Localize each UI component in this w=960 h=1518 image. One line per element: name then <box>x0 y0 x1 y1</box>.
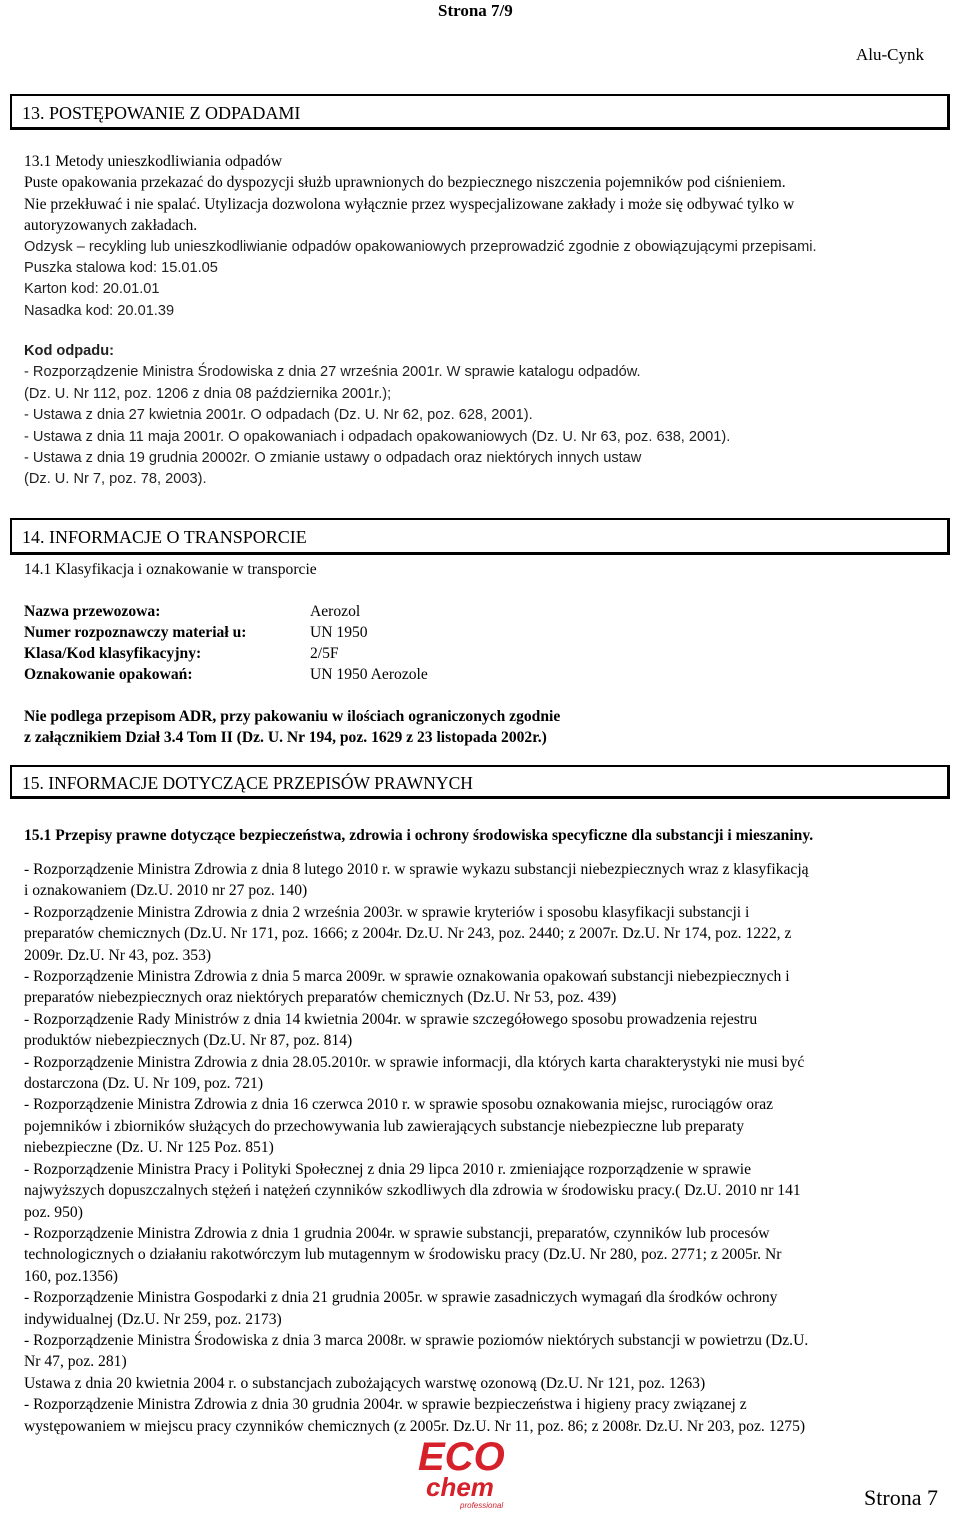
eco-chem-logo <box>414 1432 514 1512</box>
regulation-line: - Rozporządzenie Ministra Środowiska z dnia 3 marca 2008r. w sprawie poziomów niektórych substancji w powietrzu (Dz.U. <box>24 1331 809 1349</box>
section-15-heading <box>10 765 950 799</box>
eco-chem-logo-mark <box>414 1432 514 1512</box>
regulation-line: najwyższych dopuszczalnych stężeń i natężeń czynników szkodliwych dla zdrowia w środowisku pracy.( Dz.U. 2010 nr 141 <box>24 1182 801 1200</box>
transport-value: UN 1950 Aerozole <box>310 666 428 683</box>
page-number-header: Strona 7/9 <box>438 1 513 20</box>
regulation-line: pojemników i zbiorników służących do przechowywania lub zawierających substancje niebezpieczne lub preparaty <box>24 1117 745 1135</box>
regulation-line: preparatów niebezpiecznych oraz niektórych preparatów chemicznych (Dz.U. Nr 53, poz. 439) <box>24 989 617 1007</box>
section-14-subheading <box>24 559 944 580</box>
waste-code-block <box>24 341 944 491</box>
regulation-line: i oznakowaniem (Dz.U. 2010 nr 27 poz. 140) <box>24 882 308 900</box>
transport-row <box>24 643 724 664</box>
regulation-line: 160, poz.1356) <box>24 1267 118 1285</box>
body-line: autoryzowanych zakładach. <box>24 217 198 235</box>
section-13-subheading: 13.1 Metody unieszkodliwiania odpadów <box>24 153 283 170</box>
waste-line: - Rozporządzenie Ministra Środowiska z dnia 27 września 2001r. W sprawie katalogu odpadów. <box>24 364 641 381</box>
body-line: Puste opakowania przekazać do dyspozycji służb uprawnionych do bezpiecznego niszczenia pojemników pod ciśnieniem. <box>24 174 786 192</box>
page-number-footer: Strona 7 <box>864 1485 938 1510</box>
section-14-title: 14. INFORMACJE O TRANSPORCIE <box>22 527 307 547</box>
regulation-line: 2009r. Dz.U. Nr 43, poz. 353) <box>24 946 212 964</box>
regulation-line: indywidualnej (Dz.U. Nr 259, poz. 2173) <box>24 1310 282 1328</box>
regulation-line: - Rozporządzenie Ministra Gospodarki z dnia 21 grudnia 2005r. w sprawie zasadniczych wymagań dla środków ochrony <box>24 1289 778 1307</box>
transport-row <box>24 622 724 643</box>
transport-label: Klasa/Kod klasyfikacyjny: <box>24 645 202 662</box>
body-line: Nie przekłuwać i nie spalać. Utylizacja dozwolona wyłącznie przez wyspecjalizowane zakłady i może się odbywać tylko w <box>24 195 795 213</box>
waste-code-label: Kod odpadu: <box>24 343 114 359</box>
regulation-line: preparatów chemicznych (Dz.U. Nr 171, poz. 1666; z 2004r. Dz.U. Nr 243, poz. 2440; z 2007r. Dz.U. Nr 174, poz. 1222, z <box>24 925 792 943</box>
body-line: Odzysk – recykling lub unieszkodliwianie odpadów opakowaniowych przeprowadzić zgodnie z obowiązującymi przepisami. <box>24 238 817 255</box>
regulation-line: - Rozporządzenie Ministra Zdrowia z dnia 1 grudnia 2004r. w sprawie substancji, preparatów, czynników lub procesów <box>24 1224 770 1242</box>
transport-value: 2/5F <box>310 645 339 662</box>
body-line: Karton kod: 20.01.01 <box>24 281 160 298</box>
section-14-subtitle: 14.1 Klasyfikacja i oznakowanie w transporcie <box>24 561 317 578</box>
regulation-line: - Rozporządzenie Ministra Zdrowia z dnia 16 czerwca 2010 r. w sprawie sposobu oznakowania miejsc, rurociągów oraz <box>24 1096 774 1114</box>
waste-line: - Ustawa z dnia 11 maja 2001r. O opakowaniach i odpadach opakowaniowych (Dz. U. Nr 63, poz. 638, 2001). <box>24 428 731 445</box>
waste-line: (Dz. U. Nr 112, poz. 1206 z dnia 08 października 2001r.); <box>24 385 392 402</box>
body-line: Nasadka kod: 20.01.39 <box>24 302 175 319</box>
regulation-line: - Rozporządzenie Ministra Zdrowia z dnia 28.05.2010r. w sprawie informacji, dla których karta charakterystyki nie musi być <box>24 1053 805 1071</box>
section-13-body <box>24 151 944 322</box>
body-line: Puszka stalowa kod: 15.01.05 <box>24 260 218 277</box>
regulation-line: dostarczona (Dz. U. Nr 109, poz. 721) <box>24 1075 264 1093</box>
regulations-list <box>24 859 944 1437</box>
regulation-line: występowaniem w miejscu pracy czynników chemicznych (z 2005r. Dz.U. Nr 11, poz. 86; z 2008r. Dz.U. Nr 203, poz. 1275) <box>24 1417 806 1435</box>
section-15-subheading <box>24 825 944 846</box>
regulation-line: technologicznych o działaniu rakotwórczym lub mutagennym w środowisku pracy (Dz.U. Nr 280, poz. 2771; z 2005r. Nr <box>24 1246 782 1264</box>
transport-note-line: z załącznikiem Dział 3.4 Tom II (Dz. U. Nr 194, poz. 1629 z 23 listopada 2002r.) <box>24 729 547 747</box>
regulation-line: niebezpieczne (Dz. U. Nr 125 Poz. 851) <box>24 1139 274 1157</box>
regulation-line: produktów niebezpiecznych (Dz.U. Nr 87, poz. 814) <box>24 1032 353 1050</box>
transport-value: UN 1950 <box>310 624 368 641</box>
section-15-title: 15. INFORMACJE DOTYCZĄCE PRZEPISÓW PRAWNYCH <box>22 773 473 793</box>
waste-line: (Dz. U. Nr 7, poz. 78, 2003). <box>24 471 207 488</box>
regulation-line: - Rozporządzenie Rady Ministrów z dnia 14 kwietnia 2004r. w sprawie szczegółowego sposobu prowadzenia rejestru <box>24 1010 758 1028</box>
regulation-line: - Rozporządzenie Ministra Pracy i Polityki Społecznej z dnia 29 lipca 2010 r. zmieniające rozporządzenie w sprawie <box>24 1160 752 1178</box>
waste-line: - Ustawa z dnia 19 grudnia 20002r. O zmianie ustawy o odpadach oraz niektórych innych ustaw <box>24 450 642 467</box>
logo-word-bottom: chem <box>426 1472 494 1502</box>
waste-line: - Ustawa z dnia 27 kwietnia 2001r. O odpadach (Dz. U. Nr 62, poz. 628, 2001). <box>24 407 533 424</box>
regulation-line: Nr 47, poz. 281) <box>24 1353 127 1371</box>
transport-label: Oznakowanie opakowań: <box>24 666 193 683</box>
regulation-line: - Rozporządzenie Ministra Zdrowia z dnia 2 września 2003r. w sprawie kryteriów i sposobu klasyfikacji substancji i <box>24 903 750 921</box>
section-13-heading <box>10 94 950 130</box>
transport-row <box>24 664 724 685</box>
regulation-line: Ustawa z dnia 20 kwietnia 2004 r. o substancjach zubożających warstwę ozonową (Dz.U. Nr 121, poz. 1263) <box>24 1374 706 1392</box>
product-name: Alu-Cynk <box>856 45 924 64</box>
transport-note-line: Nie podlega przepisom ADR, przy pakowaniu w ilościach ograniczonych zgodnie <box>24 708 561 725</box>
logo-tagline: professional <box>460 1501 504 1510</box>
transport-value: Aerozol <box>310 603 361 620</box>
regulation-line: - Rozporządzenie Ministra Zdrowia z dnia 30 grudnia 2004r. w sprawie bezpieczeństwa i higieny pracy związanej z <box>24 1396 747 1414</box>
transport-label: Numer rozpoznawczy materiał u: <box>24 624 247 641</box>
transport-label: Nazwa przewozowa: <box>24 603 161 620</box>
regulation-line: poz. 950) <box>24 1203 83 1221</box>
regulation-line: - Rozporządzenie Ministra Zdrowia z dnia 8 lutego 2010 r. w sprawie wykazu substancji niebezpiecznych wraz z klasyfikacją <box>24 861 809 878</box>
regulation-line: - Rozporządzenie Ministra Zdrowia z dnia 5 marca 2009r. w sprawie oznakowania opakowań substancji niebezpiecznych i <box>24 968 790 986</box>
section-15-subtitle: 15.1 Przepisy prawne dotyczące bezpieczeństwa, zdrowia i ochrony środowiska specyficzne dla substancji i mieszaniny. <box>24 827 814 844</box>
logo-word-top: ECO <box>418 1435 505 1479</box>
transport-note <box>24 706 944 749</box>
section-13-title: 13. POSTĘPOWANIE Z ODPADAMI <box>22 103 301 123</box>
section-14-heading <box>10 518 950 555</box>
transport-row <box>24 601 724 622</box>
